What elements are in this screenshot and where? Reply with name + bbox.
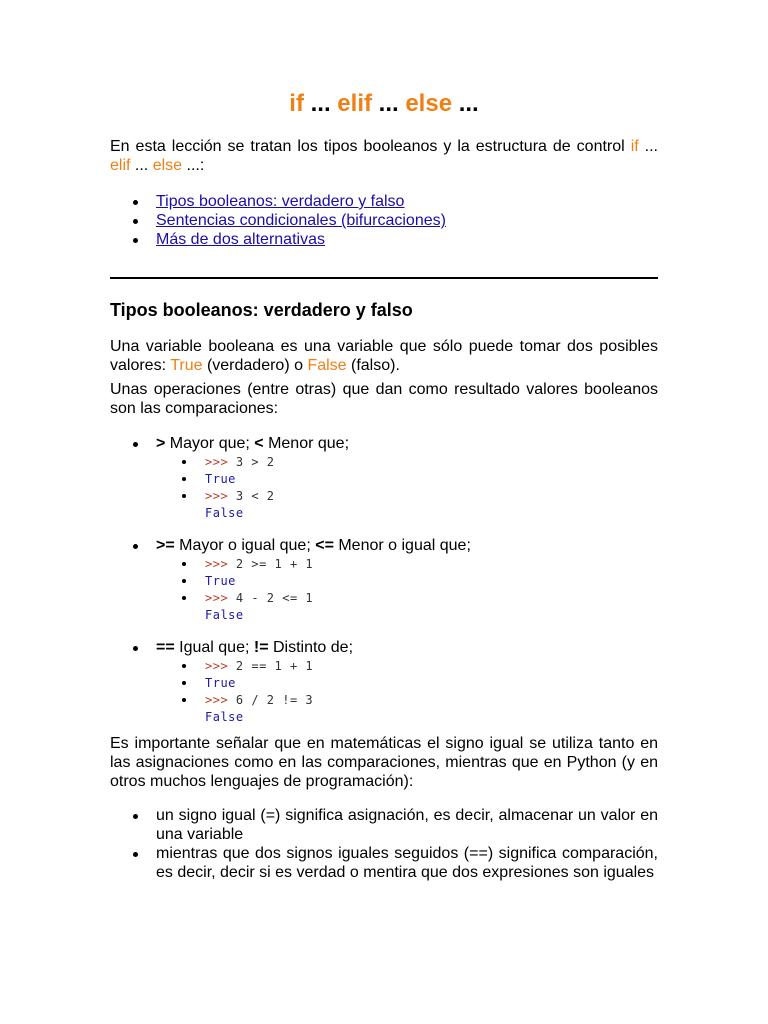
operator: >= (156, 537, 175, 554)
comparison-list (110, 434, 658, 522)
result: True (205, 472, 236, 486)
expression: 2 == 1 + 1 (228, 659, 314, 673)
toc-link-booleanos[interactable]: Tipos booleanos: verdadero y falso (156, 193, 405, 210)
intro-sep: ... (638, 138, 659, 155)
title-elif: elif (337, 90, 372, 117)
prompt: >>> (205, 659, 229, 673)
result: False (205, 608, 244, 622)
prompt: >>> (205, 693, 229, 707)
intro-sep: ... (130, 157, 153, 174)
operator-label: Menor o igual que; (333, 537, 471, 554)
operator-label: Distinto de; (268, 639, 354, 656)
comparison-item (110, 536, 658, 624)
kw-true: True (170, 357, 203, 374)
expression: 3 > 2 (228, 455, 275, 469)
equals-item: mientras que dos signos iguales seguidos (==) significa comparación, es decir, decir si es verdad o mentira que dos expresiones son iguales (110, 844, 658, 882)
prompt: >>> (205, 489, 229, 503)
para-text: (verdadero) o (202, 357, 308, 374)
example-list (156, 556, 658, 607)
section-heading: Tipos booleanos: verdadero y falso (110, 300, 413, 320)
para-text: Una variable booleana es una variable que sólo puede tomar dos posibles valores: (110, 338, 658, 374)
intro-paragraph (110, 137, 658, 175)
comparison-block (110, 638, 658, 726)
intro-text-end: ...: (182, 157, 205, 174)
title-else: else (405, 90, 453, 117)
operator-label: Menor que; (263, 435, 350, 452)
table-of-contents (110, 192, 658, 249)
operator: <= (315, 537, 334, 554)
title-sep: ... (371, 90, 406, 117)
result: True (205, 676, 236, 690)
page-title (110, 88, 658, 120)
comparison-block (110, 434, 658, 522)
title-sep: ... (303, 90, 338, 117)
intro-kw-else: else (152, 157, 183, 174)
expression: 4 - 2 <= 1 (228, 591, 314, 605)
toc-item (110, 230, 658, 249)
intro-kw-if: if (630, 138, 639, 155)
code-example (156, 454, 658, 471)
code-result-line (156, 675, 658, 692)
kw-false: False (307, 357, 347, 374)
comparisons-paragraph: Unas operaciones (entre otras) que dan como resultado valores booleanos son las comparaciones: (110, 381, 658, 417)
intro-text: En esta lección se tratan los tipos booleanos y la estructura de control (110, 138, 631, 155)
toc-link-alternativas[interactable]: Más de dos alternativas (156, 231, 325, 248)
code-result-line (156, 573, 658, 590)
code-example (156, 488, 658, 505)
result: False (205, 506, 244, 520)
para-text: (falso). (346, 357, 400, 374)
operator: < (254, 435, 264, 452)
expression: 6 / 2 != 3 (228, 693, 314, 707)
operator-label: Igual que; (174, 639, 254, 656)
toc-link-condicionales[interactable]: Sentencias condicionales (bifurcaciones) (156, 212, 446, 229)
comparison-item (110, 638, 658, 726)
result: False (205, 710, 244, 724)
comparison-list (110, 638, 658, 726)
comparison-item (110, 434, 658, 522)
title-if: if (289, 90, 304, 117)
toc-item (110, 192, 658, 211)
operator: != (253, 639, 269, 656)
operator: > (156, 435, 166, 452)
operator-label: Mayor que; (165, 435, 255, 452)
horizontal-divider (110, 277, 658, 279)
equals-paragraph: Es importante señalar que en matemáticas el signo igual se utiliza tanto en las asignaciones como en las comparaciones, mientras que en Python (y en otros muchos lenguajes de programación): (110, 735, 658, 790)
intro-kw-elif: elif (110, 157, 131, 174)
comparison-list (110, 536, 658, 624)
expression: 3 < 2 (228, 489, 275, 503)
prompt: >>> (205, 455, 229, 469)
code-result-line (156, 471, 658, 488)
operator: == (156, 639, 175, 656)
prompt: >>> (205, 557, 229, 571)
title-sep: ... (452, 90, 479, 117)
code-example (156, 556, 658, 573)
example-list (156, 454, 658, 505)
comparison-block (110, 536, 658, 624)
boolean-paragraph (110, 337, 658, 375)
toc-item (110, 211, 658, 230)
equals-list (110, 806, 658, 882)
operator-label: Mayor o igual que; (174, 537, 316, 554)
expression: 2 >= 1 + 1 (228, 557, 314, 571)
code-example (156, 590, 658, 607)
example-list (156, 658, 658, 709)
code-example (156, 658, 658, 675)
code-example (156, 692, 658, 709)
prompt: >>> (205, 591, 229, 605)
result: True (205, 574, 236, 588)
equals-item: un signo igual (=) significa asignación, es decir, almacenar un valor en una variable (110, 806, 658, 844)
